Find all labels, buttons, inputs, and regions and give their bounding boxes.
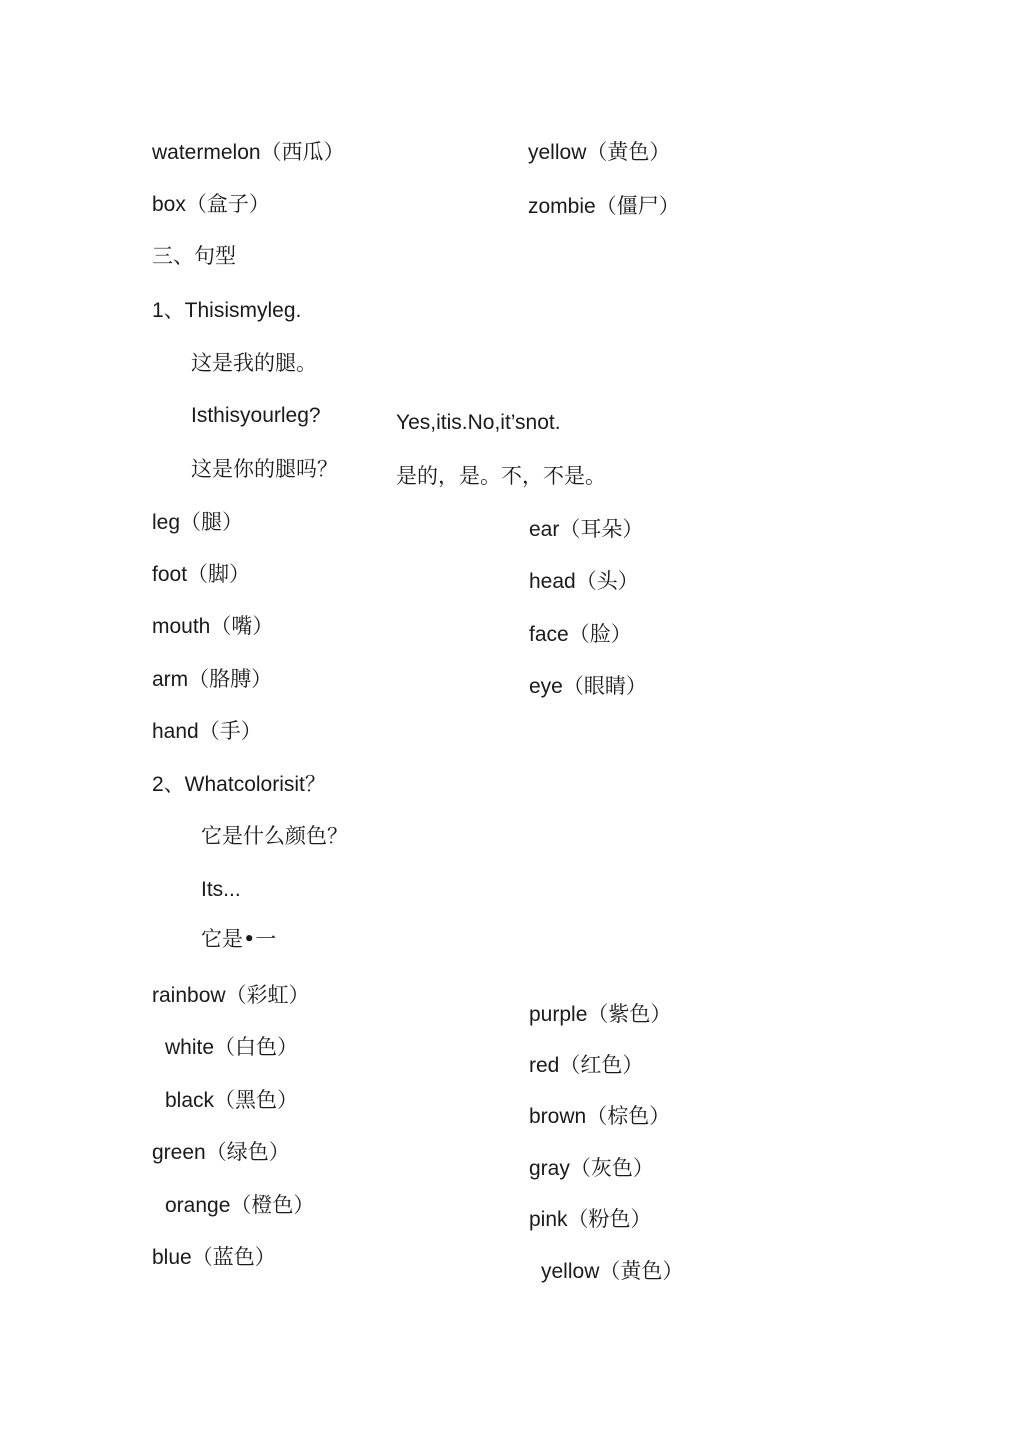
vocab-cn: （嘴）: [210, 614, 274, 638]
vocab-word-brown: [529, 1106, 670, 1127]
vocab-word-foot: [152, 564, 250, 585]
vocab-en: red: [529, 1054, 560, 1077]
vocab-en: yellow: [541, 1260, 600, 1283]
vocab-en: blue: [152, 1246, 192, 1269]
pattern1-question-translation: 这是你的腿吗？: [191, 457, 338, 481]
vocab-cn: （僵尸）: [595, 194, 680, 218]
vocab-en: watermelon: [152, 141, 261, 164]
vocab-cn: （紫色）: [587, 1002, 672, 1026]
vocab-word-purple: [529, 1004, 671, 1025]
vocab-word-yellow-2: [541, 1261, 683, 1282]
vocab-en: mouth: [152, 615, 211, 638]
pattern2-answer: Its...: [201, 878, 241, 901]
vocab-cn: （彩虹）: [225, 983, 310, 1007]
vocab-word-white: [165, 1037, 298, 1058]
vocab-en: gray: [529, 1157, 570, 1180]
vocab-en: pink: [529, 1208, 568, 1231]
vocab-cn: （红色）: [559, 1053, 644, 1077]
vocab-en: box: [152, 193, 186, 216]
vocab-word-yellow: [528, 142, 670, 163]
vocab-en: eye: [529, 675, 563, 698]
vocab-cn: （白色）: [214, 1035, 299, 1059]
vocab-en: face: [529, 623, 569, 646]
pattern2-sentence: 2、Whatcolorisit？: [152, 773, 326, 796]
vocab-en: white: [165, 1036, 215, 1059]
vocab-en: ear: [529, 518, 560, 541]
vocab-word-mouth: [152, 616, 273, 637]
vocab-en: zombie: [528, 195, 596, 218]
vocab-word-face: [529, 624, 632, 645]
vocab-word-leg: [152, 512, 243, 533]
vocab-cn: （蓝色）: [191, 1245, 276, 1269]
vocab-cn: （灰色）: [569, 1156, 654, 1180]
vocab-en: brown: [529, 1105, 587, 1128]
vocab-word-hand: [152, 721, 262, 742]
pattern2-translation: 它是什么颜色？: [201, 824, 348, 848]
pattern1-answer: Yes,itis.No,it’snot.: [396, 411, 561, 434]
vocab-word-green: [152, 1142, 290, 1163]
vocab-word-orange: [165, 1195, 314, 1216]
vocab-cn: （绿色）: [205, 1140, 290, 1164]
vocab-cn: （橙色）: [230, 1193, 315, 1217]
vocab-en: leg: [152, 511, 181, 534]
vocab-cn: （腿）: [180, 510, 244, 534]
pattern1-question: Isthisyourleg?: [191, 404, 321, 427]
vocab-word-zombie: [528, 196, 680, 217]
vocab-cn: （胳膊）: [188, 667, 273, 691]
vocab-word-black: [165, 1090, 298, 1111]
vocab-word-arm: [152, 669, 272, 690]
vocab-word-red: [529, 1055, 643, 1076]
vocab-cn: （脚）: [187, 562, 251, 586]
pattern1-sentence: 1、Thisismyleg.: [152, 299, 302, 322]
vocab-cn: （黑色）: [214, 1088, 299, 1112]
vocab-cn: （棕色）: [586, 1104, 671, 1128]
vocab-word-watermelon: [152, 142, 345, 163]
vocab-en: orange: [165, 1194, 231, 1217]
vocab-cn: （粉色）: [567, 1207, 652, 1231]
vocab-en: foot: [152, 563, 188, 586]
vocab-en: rainbow: [152, 984, 226, 1007]
pattern1-answer-translation: 是的，是。不，不是。: [396, 464, 606, 488]
vocab-word-box: [152, 194, 270, 215]
vocab-cn: （黄色）: [599, 1259, 684, 1283]
vocab-en: green: [152, 1141, 206, 1164]
vocab-word-eye: [529, 676, 647, 697]
vocab-cn: （西瓜）: [260, 140, 345, 164]
vocab-word-gray: [529, 1158, 654, 1179]
vocab-en: yellow: [528, 141, 587, 164]
vocab-en: purple: [529, 1003, 588, 1026]
section-heading: 三、句型: [152, 244, 236, 268]
vocab-en: head: [529, 570, 576, 593]
vocab-en: hand: [152, 720, 199, 743]
pattern1-translation: 这是我的腿。: [191, 351, 317, 375]
vocab-cn: （黄色）: [586, 140, 671, 164]
vocab-cn: （眼睛）: [562, 674, 647, 698]
vocab-cn: （脸）: [568, 622, 632, 646]
vocab-word-head: [529, 571, 639, 592]
pattern2-answer-translation: 它是•一: [201, 927, 277, 951]
vocab-en: arm: [152, 668, 189, 691]
vocab-cn: （耳朵）: [559, 517, 644, 541]
vocab-word-pink: [529, 1209, 652, 1230]
vocab-word-rainbow: [152, 985, 310, 1006]
vocab-en: black: [165, 1089, 215, 1112]
vocab-cn: （手）: [198, 719, 262, 743]
vocab-word-ear: [529, 519, 643, 540]
vocab-cn: （盒子）: [185, 192, 270, 216]
vocab-cn: （头）: [575, 569, 639, 593]
vocab-word-blue: [152, 1247, 276, 1268]
